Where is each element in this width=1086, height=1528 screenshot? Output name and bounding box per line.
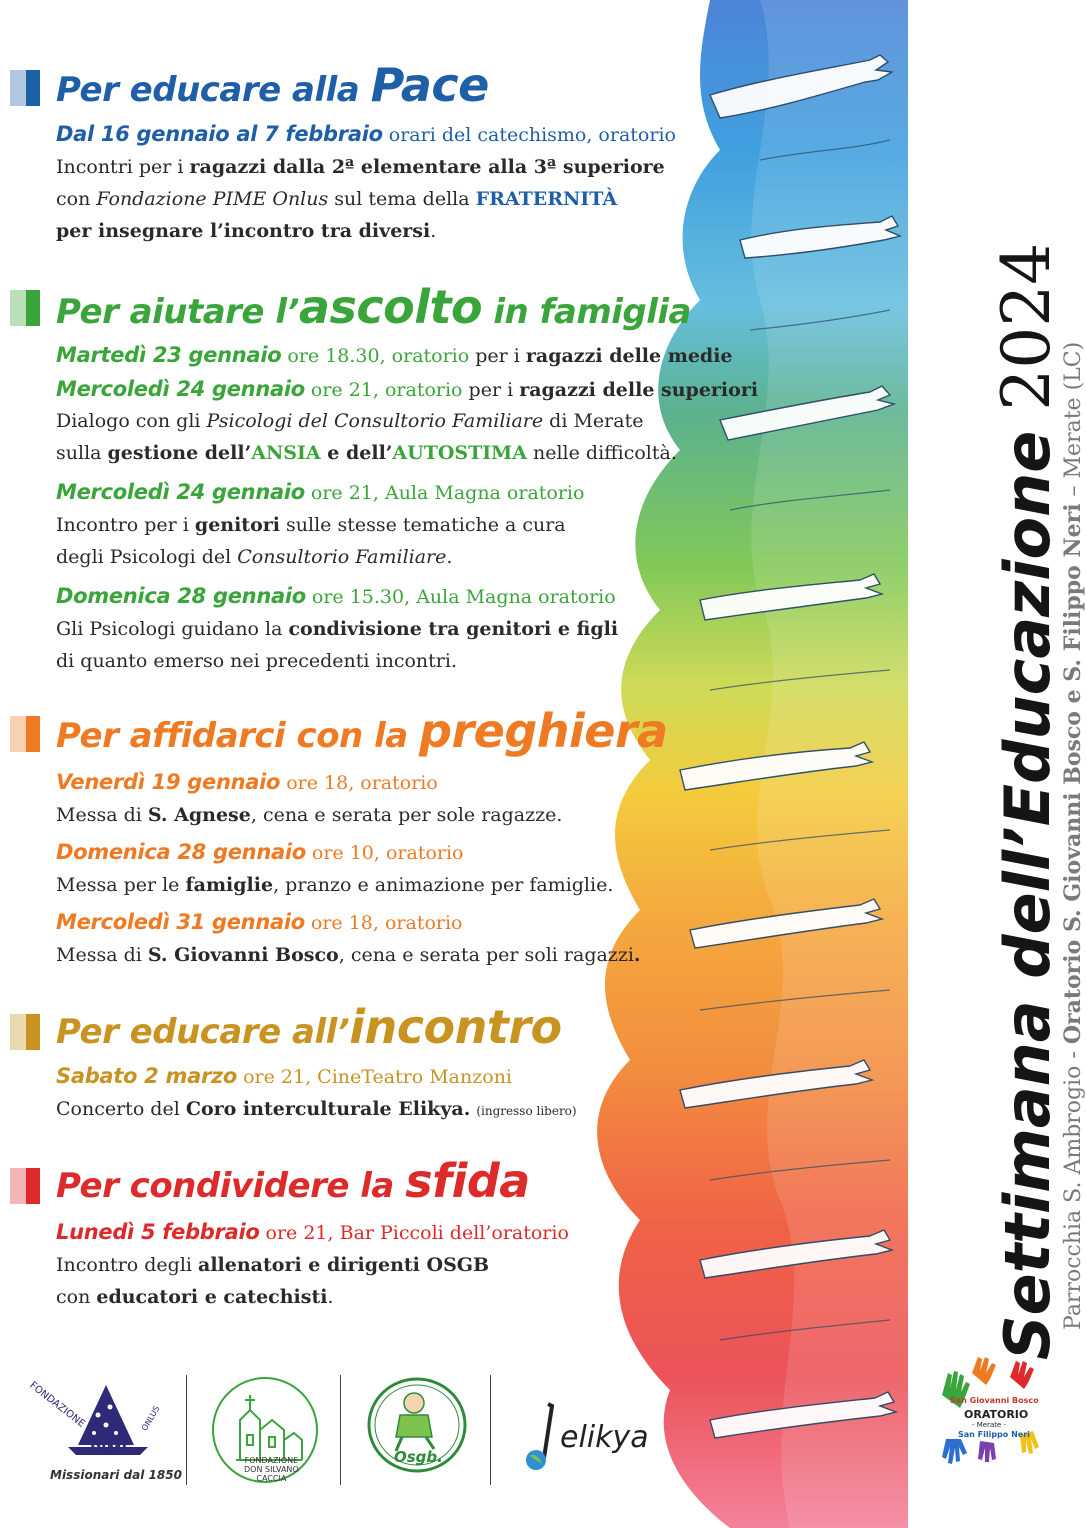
oratorio-bottom-text: San Filippo Neri: [958, 1430, 1030, 1439]
section-bar-pale: [10, 290, 26, 326]
logo-divider: [186, 1375, 187, 1485]
sfida-date-1: Lunedì 5 febbraio ore 21, Bar Piccoli dell’oratorio: [56, 1220, 569, 1244]
oratorio-name: ORATORIO: [964, 1408, 1029, 1421]
sfida-line-1: Incontro degli allenatori e dirigenti OSGB: [56, 1254, 490, 1276]
heading-ascolto: Per aiutare l’ascolto in famiglia: [56, 280, 692, 334]
pace-line-1: Incontri per i ragazzi dalla 2ª elementare alla 3ª superiore: [56, 156, 665, 178]
ascolto-line-3: Incontro per i genitori sulle stesse tematiche a cura: [56, 514, 566, 536]
ascolto-line-4: degli Psicologi del Consultorio Familiare.: [56, 546, 453, 568]
church-icon: [236, 1395, 302, 1460]
pime-name: PIME: [90, 1440, 132, 1458]
osgb-text: Osgb.: [394, 1448, 443, 1466]
logo-divider: [490, 1375, 491, 1485]
heading-incontro: Per educare all’incontro: [56, 1000, 562, 1054]
oratorio-top-text: San Giovanni Bosco: [950, 1396, 1039, 1405]
heading-preghiera: Per affidarci con la preghiera: [56, 704, 668, 758]
preghiera-line-2: Messa per le famiglie, pranzo e animazione per famiglie.: [56, 874, 614, 896]
subtitle-city: – Merate (LC): [1061, 341, 1086, 504]
section-bar-preghiera: [26, 716, 40, 752]
subtitle-parish: Parrocchia S. Ambrogio -: [1061, 1044, 1086, 1330]
ascolto-line-1: Dialogo con gli Psicologi del Consultorio Familiare di Merate: [56, 410, 644, 432]
ascolto-line-6: di quanto emerso nei precedenti incontri.: [56, 650, 458, 672]
oratorio-city: - Merate -: [972, 1421, 1007, 1429]
section-bar-incontro: [26, 1014, 40, 1050]
poster-title-main: Settimana dell’Educazione: [991, 430, 1064, 1360]
preghiera-line-3: Messa di S. Giovanni Bosco, cena e serata per soli ragazzi.: [56, 944, 641, 966]
ascolto-date-1: Martedì 23 gennaio ore 18.30, oratorio per i ragazzi delle medie: [56, 343, 733, 367]
ascolto-line-5: Gli Psicologi guidano la condivisione tra genitori e figli: [56, 618, 619, 640]
poster-subtitle: [1060, 342, 1086, 1330]
ascolto-date-3: Mercoledì 24 gennaio ore 21, Aula Magna oratorio: [56, 480, 585, 504]
ascolto-date-2: Mercoledì 24 gennaio ore 21, oratorio per i ragazzi delle superiori: [56, 377, 759, 401]
preghiera-date-1: Venerdì 19 gennaio ore 18, oratorio: [56, 770, 438, 794]
preghiera-line-1: Messa di S. Agnese, cena e serata per sole ragazze.: [56, 804, 563, 826]
preghiera-date-2: Domenica 28 gennaio ore 10, oratorio: [56, 840, 464, 864]
heading-sfida: Per condividere la sfida: [56, 1154, 530, 1208]
pace-date-line: Dal 16 gennaio al 7 febbraio orari del catechismo, oratorio: [56, 122, 676, 146]
subtitle-oratorio: Oratorio S. Giovanni Bosco e S. Filippo Neri: [1060, 503, 1086, 1045]
elikya-text: elikya: [560, 1420, 649, 1455]
pace-line-2: con Fondazione PIME Onlus sul tema della FRATERNITÀ: [56, 188, 618, 210]
section-bar-pace: [26, 70, 40, 106]
section-bar-pale: [10, 716, 26, 752]
ascolto-line-2: sulla gestione dell’ANSIA e dell’AUTOSTIMA nelle difficoltà.: [56, 442, 677, 464]
pime-onlus: ONLUS: [140, 1404, 162, 1433]
section-bar-sfida: [26, 1168, 40, 1204]
pime-sail-icon: [78, 1385, 134, 1445]
incontro-date-1: Sabato 2 marzo ore 21, CineTeatro Manzoni: [56, 1064, 513, 1088]
section-bar-pale: [10, 1014, 26, 1050]
poster-title: [988, 243, 1065, 1360]
ascolto-date-4: Domenica 28 gennaio ore 15.30, Aula Magna oratorio: [56, 584, 616, 608]
section-bar-pale: [10, 70, 26, 106]
section-bar-ascolto: [26, 290, 40, 326]
section-bar-pale: [10, 1168, 26, 1204]
pace-line-3: per insegnare l’incontro tra diversi.: [56, 220, 437, 242]
preghiera-date-3: Mercoledì 31 gennaio ore 18, oratorio: [56, 910, 463, 934]
heading-pace: Per educare alla Pace: [56, 58, 489, 112]
watercolor-hands-illustration: [560, 0, 920, 1528]
pime-tagline: Missionari dal 1850: [50, 1468, 182, 1482]
pime-arc-text: FONDAZIONE: [27, 1380, 87, 1430]
logo-divider: [340, 1375, 341, 1485]
incontro-line-1: Concerto del Coro interculturale Elikya. (ingresso libero): [56, 1098, 577, 1120]
sfida-line-2: con educatori e catechisti.: [56, 1286, 334, 1308]
caccia-text: FONDAZIONE DON SILVANO CACCIA: [244, 1456, 299, 1483]
poster-title-year: 2024: [988, 242, 1065, 411]
